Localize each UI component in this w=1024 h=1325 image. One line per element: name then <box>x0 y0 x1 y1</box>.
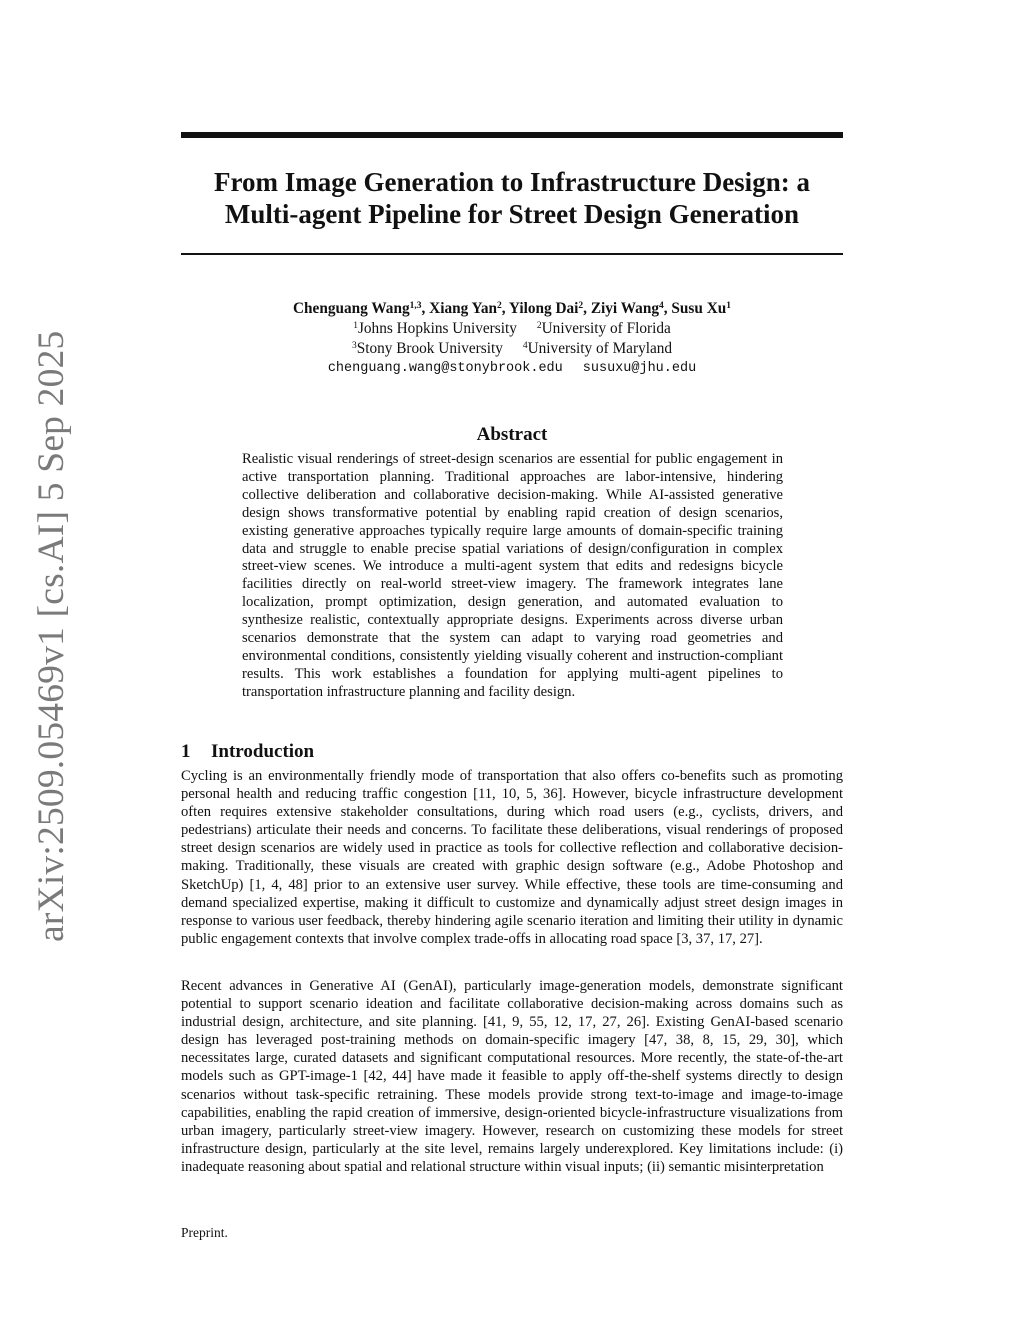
section-number: 1 <box>181 741 191 762</box>
title-line-2: Multi-agent Pipeline for Street Design Generation <box>224 199 800 229</box>
author-affiliation-marker: 1 <box>726 301 731 311</box>
author-separator: , <box>501 300 509 317</box>
body-paragraph: Cycling is an environmentally friendly mode of transportation that also offers co-benefits such as promoting personal health and reducing traffic congestion [11, 10, 5, 36]. However, bicycle infrastructure development often requires extensive stakeholder consultations, during which road users (e.g., cyclists, drivers, and pedestrians) articulate their needs and concerns. To facilitate these deliberations, visual renderings of proposed street design scenarios are widely used in practice as tools for collective reflection and collaborative decision-making. Traditionally, these visuals are created with graphic design software (e.g., Adobe Photoshop and SketchUp) [1, 4, 48] prior to an extensive user survey. While effective, these tools are time-consuming and demand specialized expertise, making it difficult to customize and dynamically adjust street design images in response to various user feedback, thereby hindering agile scenario iteration and limiting their utility in dynamic public engagement contexts that involve complex trade-offs in allocating road space [3, 37, 17, 27]. <box>181 768 843 947</box>
author-affiliation-marker: 4 <box>658 301 664 311</box>
section-heading <box>181 741 314 763</box>
author-name: Chenguang Wang <box>292 300 410 317</box>
body-paragraph: Recent advances in Generative AI (GenAI), particularly image-generation models, demonstrate significant potential to support scenario ideation and facilitate collaborative decision-making across domains such as industrial design, architecture, and site planning. [41, 9, 55, 12, 17, 27, 26]. Existing GenAI-based scenario design has leveraged post-training methods on domain-specific imagery [47, 38, 8, 15, 29, 30], which necessitates large, curated datasets and significant computational resources. More recently, the state-of-the-art models such as GPT-image-1 [42, 44] have made it feasible to apply off-the-shelf systems directly to design scenarios without task-specific retraining. These models provide strong text-to-image and image-to-image capabilities, enabling the rapid creation of immersive, design-oriented bicycle-infrastructure visualizations from urban imagery, particularly street-view imagery. However, research on customizing these models for street infrastructure design, particularly at the site level, remains largely underexplored. Key limitations include: (i) inadequate reasoning about spatial and relational structure within visual inputs; (ii) semantic misinterpretation <box>181 978 843 1175</box>
author-name: Yilong Dai <box>508 300 579 317</box>
abstract-heading: Abstract <box>476 424 548 445</box>
author-name: Xiang Yan <box>429 300 498 317</box>
title-bottom-rule <box>181 253 843 255</box>
affiliation-number: 2 <box>536 321 542 331</box>
author-separator: , <box>421 300 430 317</box>
title-line-1: From Image Generation to Infrastructure Design: a <box>214 167 810 197</box>
author-affiliation-marker: 2 <box>497 301 502 311</box>
section-title: Introduction <box>211 741 315 762</box>
affiliation-name: University of Florida <box>541 320 671 337</box>
author-separator: , <box>663 300 672 317</box>
abstract-text: Realistic visual renderings of street-design scenarios are essential for public engagement in active transportation planning. Traditional approaches are labor-intensive, hindering collective deliberation and collaborative decision-making. While AI-assisted generative design shows transformative potential by enabling rapid creation of design scenarios, existing generative approaches typically require large amounts of domain-specific training data and struggle to enable precise spatial variations of design/configuration in complex street-view scenes. We introduce a multi-agent system that edits and redesigns bicycle facilities directly on real-world street-view imagery. The framework integrates lane localization, prompt optimization, design generation, and automated evaluation to synthesize realistic, contextually appropriate designs. Experiments across diverse urban scenarios demonstrate that the system can adapt to varying road geometries and environmental conditions, consistently yielding visually coherent and instruction-compliant results. This work establishes a foundation for applying multi-agent pipelines to transportation infrastructure planning and facility design. <box>242 451 783 700</box>
author-name: Susu Xu <box>671 300 727 317</box>
email-link[interactable]: susuxu@jhu.edu <box>582 361 697 376</box>
affiliation-number: 1 <box>353 321 358 331</box>
affiliation-number: 4 <box>522 341 528 351</box>
affiliation-name: Johns Hopkins University <box>357 320 517 337</box>
email-line <box>181 359 843 379</box>
affiliation-number: 3 <box>351 341 357 351</box>
author-name: Ziyi Wang <box>590 300 659 317</box>
affiliation-line <box>181 339 843 359</box>
footer-note: Preprint. <box>181 1225 228 1240</box>
author-affiliation-marker: 1,3 <box>409 301 422 311</box>
email-link[interactable]: chenguang.wang@stonybrook.edu <box>327 361 563 376</box>
affiliation-name: Stony Brook University <box>356 340 503 357</box>
affiliation-line <box>181 319 843 339</box>
author-affiliation-marker: 2 <box>578 301 584 311</box>
author-separator: , <box>583 300 591 317</box>
author-names <box>181 299 843 319</box>
affiliation-name: University of Maryland <box>527 340 673 357</box>
title-top-rule <box>181 132 843 138</box>
author-block <box>181 299 843 379</box>
paper-title <box>181 166 843 230</box>
arxiv-identifier: arXiv:2509.05469v1 [cs.AI] 5 Sep 2025 <box>31 330 72 942</box>
